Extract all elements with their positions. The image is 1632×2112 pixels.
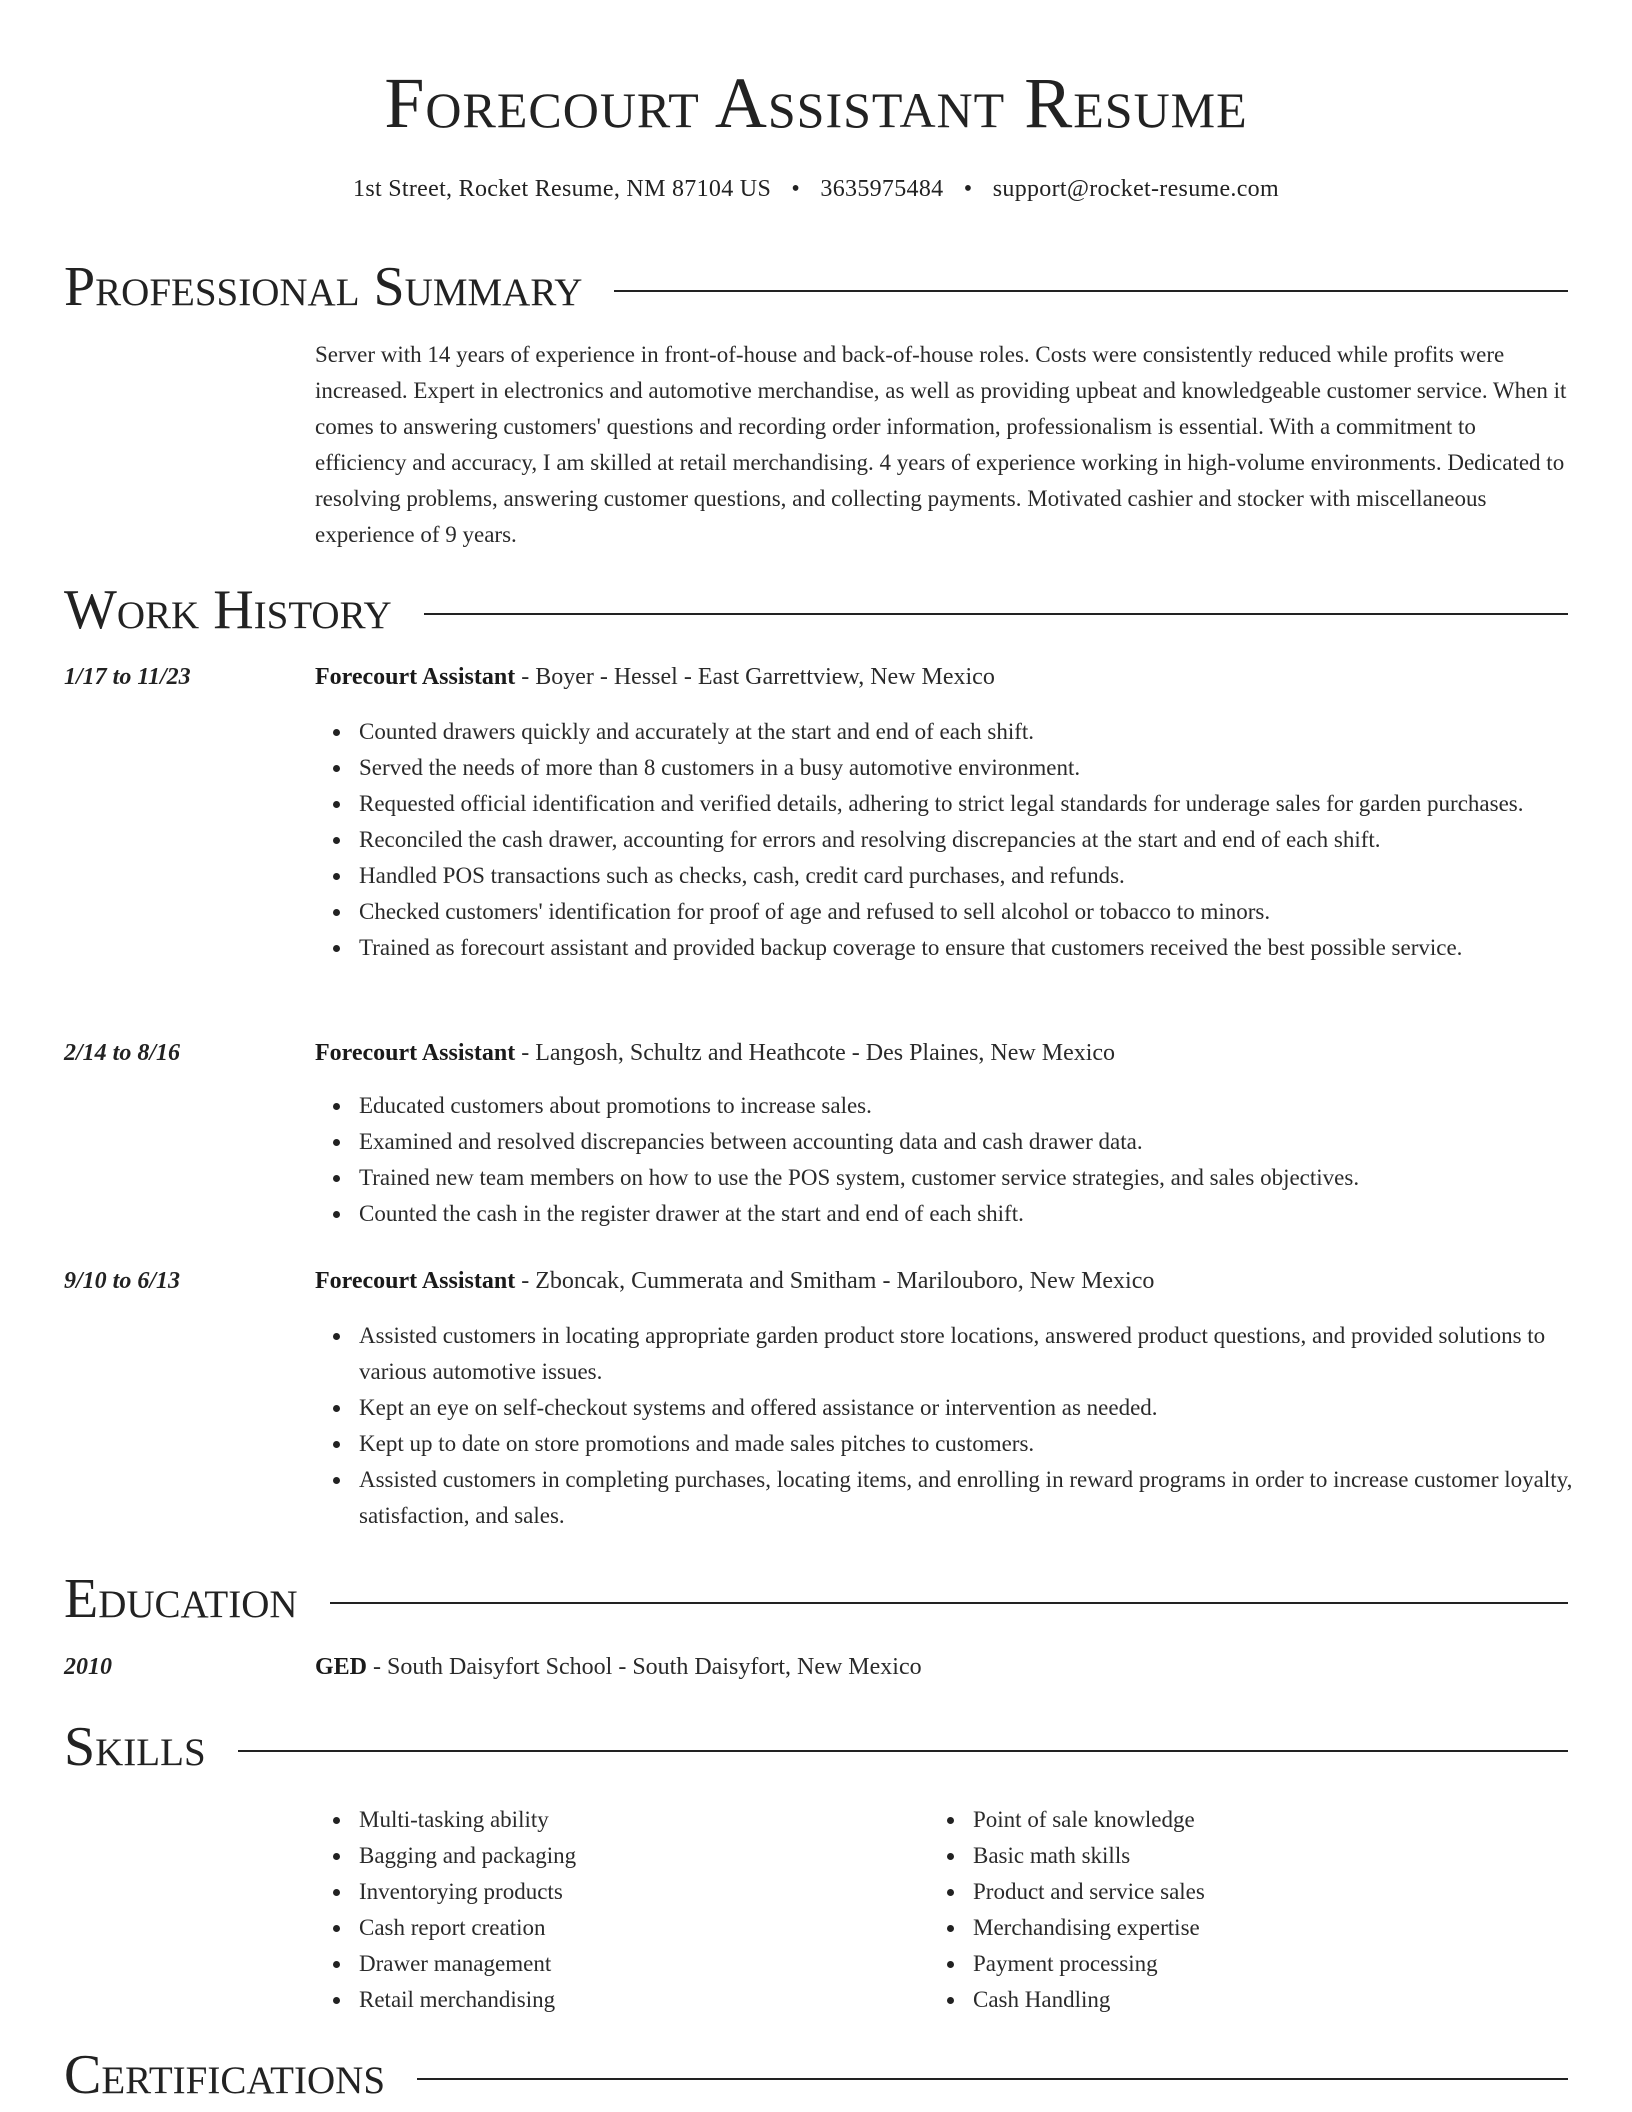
job-heading [315,1036,1568,1070]
contact-line [0,172,1632,206]
job-title: Forecourt Assistant [315,1268,516,1294]
job-dates: 2/14 to 8/16 [64,1040,181,1066]
job-title: Forecourt Assistant [315,664,516,690]
section-divider [238,1750,1568,1752]
section-divider [417,2078,1568,2080]
section-title: Work History [64,579,392,641]
resume-title: Forecourt Assistant Resume [384,63,1248,143]
skill-item: Payment processing [973,1946,1632,1982]
list-item: Counted drawers quickly and accurately at the start and end of each shift. [359,714,1612,750]
job-dates: 9/10 to 6/13 [64,1268,181,1294]
list-item: Trained new team members on how to use the POS system, customer service strategies, and sales objectives. [359,1160,1612,1196]
job-employer: - Boyer - Hessel - East Garrettview, New Mexico [515,664,995,690]
list-item: Handled POS transactions such as checks, cash, credit card purchases, and refunds. [359,858,1612,894]
contact-separator: • [963,176,973,202]
education-degree: GED [315,1654,368,1680]
summary-text: Server with 14 years of experience in front-of-house and back-of-house roles. Costs were consistently reduced while profits were increased. Expert in electronics and automotive merchandise, as well as providing upbeat and knowledgeable customer service. When it comes to answering customers' questions and recording order information, professionalism is essential. With a commitment to efficiency and accuracy, I am skilled at retail merchandising. 4 years of experience working in high-volume environments. Dedicated to resolving problems, answering customer questions, and collecting payments. Motivated cashier and stocker with miscellaneous experience of 9 years. [315,342,1567,547]
list-item: Counted the cash in the register drawer at the start and end of each shift. [359,1196,1612,1232]
section-heading-certifications [64,2043,1568,2107]
list-item: Requested official identification and verified details, adhering to strict legal standards for underage sales for garden purchases. [359,786,1612,822]
contact-address: 1st Street, Rocket Resume, NM 87104 US [353,176,772,202]
job-dates: 1/17 to 11/23 [64,664,191,690]
list-item: Examined and resolved discrepancies between accounting data and cash drawer data. [359,1124,1612,1160]
skill-item: Basic math skills [973,1838,1632,1874]
skill-item: Drawer management [359,1946,1612,1982]
job-bullets [315,1088,1612,1232]
list-item: Trained as forecourt assistant and provided backup coverage to ensure that customers received the best possible service. [359,930,1612,966]
contact-phone: 3635975484 [820,176,944,202]
skill-item: Point of sale knowledge [973,1802,1632,1838]
skill-item: Bagging and packaging [359,1838,1612,1874]
section-title: Skills [64,1716,206,1778]
section-divider [330,1602,1568,1604]
list-item: Kept up to date on store promotions and made sales pitches to customers. [359,1426,1612,1462]
skill-item: Cash report creation [359,1910,1612,1946]
list-item: Reconciled the cash drawer, accounting for errors and resolving discrepancies at the start and end of each shift. [359,822,1612,858]
list-item: Checked customers' identification for proof of age and refused to sell alcohol or tobacco to minors. [359,894,1612,930]
section-heading-summary [64,255,1568,319]
section-heading-education [64,1567,1568,1631]
list-item: Educated customers about promotions to increase sales. [359,1088,1612,1124]
job-title: Forecourt Assistant [315,1040,516,1066]
contact-email: support@rocket-resume.com [992,176,1279,202]
job-heading [315,1264,1568,1298]
skill-item: Product and service sales [973,1874,1632,1910]
list-item: Served the needs of more than 8 customers in a busy automotive environment. [359,750,1612,786]
education-year: 2010 [64,1654,112,1680]
section-heading-skills [64,1715,1568,1779]
skill-item: Merchandising expertise [973,1910,1632,1946]
job-employer: - Zboncak, Cummerata and Smitham - Marilouboro, New Mexico [515,1268,1155,1294]
section-title: Certifications [64,2044,386,2106]
education-school: - South Daisyfort School - South Daisyfort, New Mexico [367,1654,922,1680]
section-title: Professional Summary [64,256,583,318]
section-divider [614,290,1568,292]
skill-item: Multi-tasking ability [359,1802,1612,1838]
skill-item: Inventorying products [359,1874,1612,1910]
job-bullets [315,1318,1612,1534]
skills-list-right [929,1802,1632,2018]
list-item: Assisted customers in locating appropriate garden product store locations, answered product questions, and provided solutions to various automotive issues. [359,1318,1612,1390]
skill-item: Retail merchandising [359,1982,1612,2018]
section-heading-work-history [64,578,1568,642]
job-employer: - Langosh, Schultz and Heathcote - Des Plaines, New Mexico [515,1040,1116,1066]
list-item: Assisted customers in completing purchases, locating items, and enrolling in reward programs in order to increase customer loyalty, satisfaction, and sales. [359,1462,1612,1534]
list-item: Kept an eye on self-checkout systems and offered assistance or intervention as needed. [359,1390,1612,1426]
job-bullets [315,714,1612,966]
section-title: Education [64,1568,298,1630]
section-divider [424,613,1568,615]
education-entry [315,1650,1568,1684]
job-heading [315,660,1568,694]
contact-separator: • [791,176,801,202]
skill-item: Cash Handling [973,1982,1632,2018]
